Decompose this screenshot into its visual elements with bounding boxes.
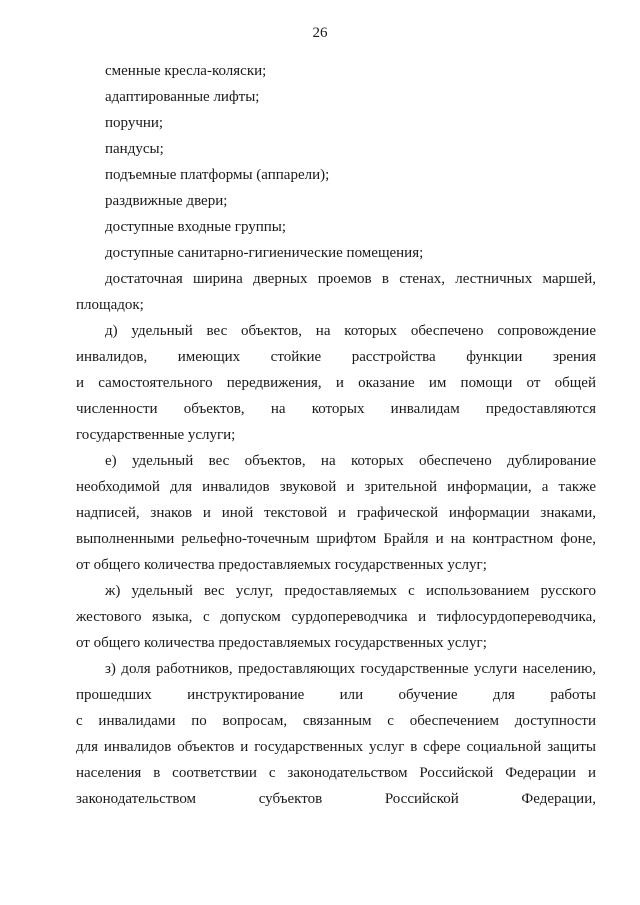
text-line: для инвалидов объектов и государственных услуг в сфере социальной защиты (76, 739, 596, 755)
text-line: сменные кресла-коляски; (105, 63, 267, 79)
text-line: инвалидов, имеющих стойкие расстройства функции зрения (76, 349, 596, 365)
text-line: достаточная ширина дверных проемов в стенах, лестничных маршей, (105, 271, 596, 287)
text-line: от общего количества предоставляемых государственных услуг; (76, 557, 487, 573)
page-number: 26 (312, 25, 328, 41)
text-line: выполненными рельефно-точечным шрифтом Брайля и на контрастном фоне, (76, 531, 596, 547)
paragraph-zh-line: ж) удельный вес услуг, предоставляемых с использованием русского (105, 583, 596, 599)
text-line: и самостоятельного передвижения, и оказание им помощи от общей (76, 375, 596, 391)
text-line: от общего количества предоставляемых государственных услуг; (76, 635, 487, 651)
text-line: доступные санитарно-гигиенические помещения; (105, 245, 424, 261)
text-line: прошедших инструктирование или обучение для работы (76, 687, 596, 703)
text-line: населения в соответствии с законодательством Российской Федерации и (76, 765, 596, 781)
paragraph-z-line: з) доля работников, предоставляющих государственные услуги населению, (105, 661, 596, 677)
text-line: адаптированные лифты; (105, 89, 260, 105)
text-line: с инвалидами по вопросам, связанным с обеспечением доступности (76, 713, 596, 729)
text-line: надписей, знаков и иной текстовой и графической информации знаками, (76, 505, 596, 521)
text-line: необходимой для инвалидов звуковой и зрительной информации, а также (76, 479, 596, 495)
text-line: площадок; (76, 297, 144, 313)
paragraph-d-line: д) удельный вес объектов, на которых обеспечено сопровождение (105, 323, 596, 339)
text-line: законодательством субъектов Российской Федерации, (76, 791, 596, 807)
text-line: жестового языка, с допуском сурдопереводчика и тифлосурдопереводчика, (76, 609, 596, 625)
text-line: пандусы; (105, 141, 164, 157)
body-text (76, 58, 596, 812)
text-line: численности объектов, на которых инвалидам предоставляются (76, 401, 596, 417)
paragraph-e-line: е) удельный вес объектов, на которых обеспечено дублирование (105, 453, 596, 469)
text-line: доступные входные группы; (105, 219, 287, 235)
text-line: государственные услуги; (76, 427, 236, 443)
text-line: подъемные платформы (аппарели); (105, 167, 330, 183)
text-line: раздвижные двери; (105, 193, 228, 209)
text-line: поручни; (105, 115, 164, 131)
